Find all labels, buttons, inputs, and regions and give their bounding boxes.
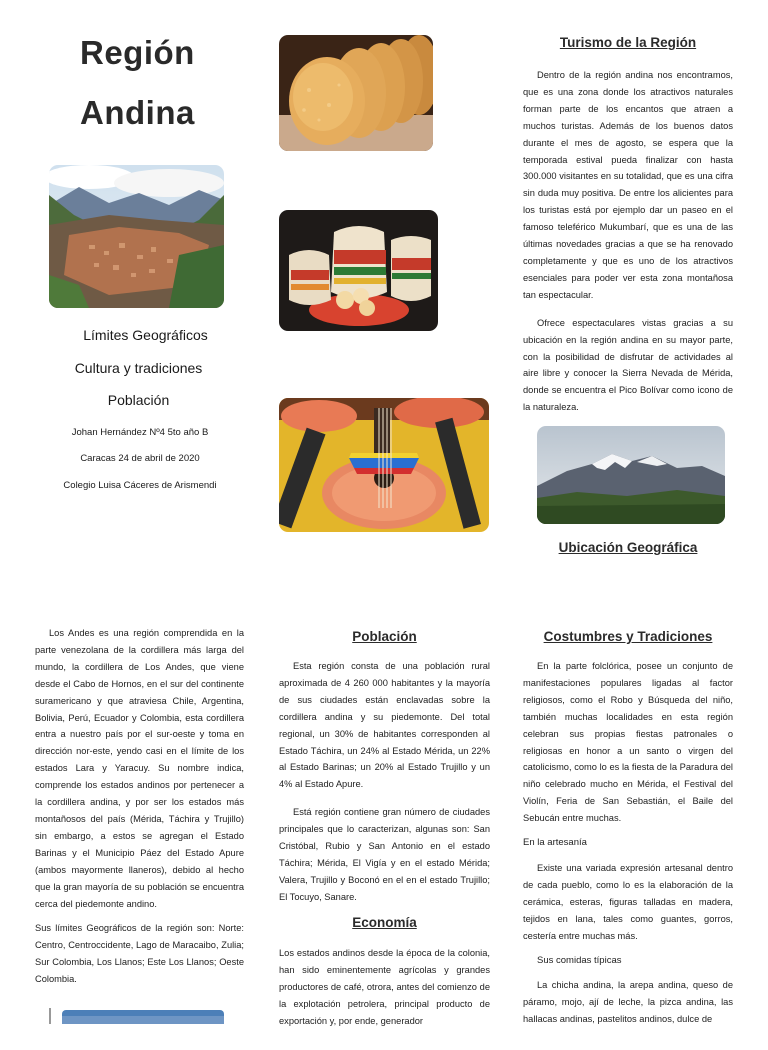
turismo-heading: Turismo de la Región [559,35,697,50]
poblacion-heading: Población [352,629,417,644]
title-line-1: Región [80,34,195,71]
title-line-2: Andina [80,94,195,131]
link-limites[interactable]: Límites Geográficos [83,327,208,343]
economia-text [279,945,490,1030]
andes-paragraph-2: Sus límites Geográficos de la región son: Norte: Centro, Centroccidente, Lago de Maracaibo, Zulia; Sur Colombia, Los Llanos; Este Los Llanos; Oeste Colombia. [35,923,244,985]
ubicacion-heading: Ubicación Geográfica [558,540,698,555]
poblacion-paragraph-2: Está región contiene gran número de ciudades principales que lo caracterizan, algunas son: San Cristóbal, Rubio y San Antonio en el estado Táchira; Mérida, El Vigía y en el estado Mérida; Valera, Trujillo y Boconó en el en el estado Trujillo; El Tocuyo, Sanare. [279,807,490,902]
costumbres-text [523,658,733,1028]
ceramics-photo [279,210,438,331]
author-line: Johan Hernández Nº4 5to año B [71,427,209,438]
link-poblacion[interactable]: Población [107,392,170,408]
poblacion-paragraph-1: Esta región consta de una población rural aproximada de 4 260 000 habitantes y la mayoría de sus ciudades están enclavadas sobre la cordillera andina y su piedemonte. Del total regional, un 30% de habitantes corresponden al Estado Táchira, un 24% al Estado Mérida, un 22% al Estado Barinas; un 20% al Estado Trujillo y un 4% al Estado Apure. [279,661,490,790]
economia-paragraph-1: Los estados andinos desde la época de la colonia, han sido eminentemente agrícolas y grandes productores de café, otrora, antes del comienzo de la explotación petrolera, principal producto de exportación y, por ende, generador [279,948,490,1026]
artesania-subheading: En la artesanía [523,837,587,849]
mountain-photo [537,426,725,524]
school-line: Colegio Luisa Cáceres de Arismendi [63,480,217,491]
date-line: Caracas 24 de abril de 2020 [80,453,200,464]
costumbres-heading: Costumbres y Tradiciones [543,629,713,644]
valley-photo [49,165,224,308]
turismo-paragraph-2: Ofrece espectaculares vistas gracias a su ubicación en la región andina en su mayor parte, con la posibilidad de disfrutar de actividades al aire libre y conocer la Sierra Nevada de Mérida, donde se encuentra el Pico Bolívar como icono de la naturaleza. [523,317,733,413]
pastelitos-photo [279,35,433,151]
economia-heading: Economía [352,915,417,930]
page-divider [49,1008,51,1024]
costumbres-paragraph-1: En la parte folclórica, posee un conjunto de manifestaciones populares ligadas al factor religiosos, como el Robo y Búsqueda del niño, también muchas localidades en esta región celebran sus propias fiestas patronales o religiosas en honor a un santo o virgen del catolicismo, como lo es la fiesta de la Paradura del niño celebrado mucho en Mérida, el Festival del Violín, Feria de San Sebastián, el Baile del Sebucán entre muchas. [523,661,733,824]
andes-paragraph-1: Los Andes es una región comprendida en la parte venezolana de la cordillera más larga del mundo, la cordillera de Los Andes, que viene desde el Cabo de Hornos, en el sur del continente suramericano y que atraviesa Chile, Argentina, Bolivia, Perú, Ecuador y Colombia, esta cordillera entra a nuestro país por el sur-oeste y toma en dirección nor-este, yendo casi en el límite de los estados Lara y Yaracuy. Su nombre indica, comprende los estados andinos por pertenecer a la cordillera andina, y por ser los estados más montañosos del país (Mérida, Táchira y Trujillo) sin embargo, a estos se agregan el Estado Barinas y el Municipio Páez del Estado Apure (ambos mayormente llaneros), debido al hecho que la gran mayoría de su población se encuentra cerca del piedemonte andino. [35,628,244,909]
cuatro-photo [279,398,489,532]
landscape-photo [62,1010,224,1050]
link-cultura[interactable]: Cultura y tradiciones [74,360,203,376]
comidas-subheading: Sus comidas típicas [537,954,622,966]
poblacion-text [279,658,490,906]
costumbres-paragraph-3: La chicha andina, la arepa andina, queso de páramo, mojo, ají de leche, la pizca andina, las hallacas andinas, pastelitos andinos, dulce de [523,980,733,1025]
turismo-paragraph-1: Dentro de la región andina nos encontramos, que es una zona donde los atractivos naturales forman parte de los encantos que atraen a muchos turistas. Además de los buenos datos durante el mes de agosto, se espera que la temporada estival pueda finalizar con hasta 300.000 visitantes en su totalidad, que es una cifra sin duda muy positiva. De entre los alicientes para los turistas está por ejemplo dar un paseo en el famoso teleférico Mukumbarí, que es una de las últimas novedades gracias a que se ha renovado completamente y que es uno de los atractivos esenciales para poder ver esta zona montañosa tan espectacular. [523,70,733,300]
turismo-text [523,67,733,416]
costumbres-paragraph-2: Existe una variada expresión artesanal dentro de cada pueblo, como lo es la elaboración de la cerámica, esteras, figuras talladas en madera, tejidos en lana, tales como guantes, gorros, cestería entre muchas más. [523,862,733,941]
andes-text [35,625,244,988]
